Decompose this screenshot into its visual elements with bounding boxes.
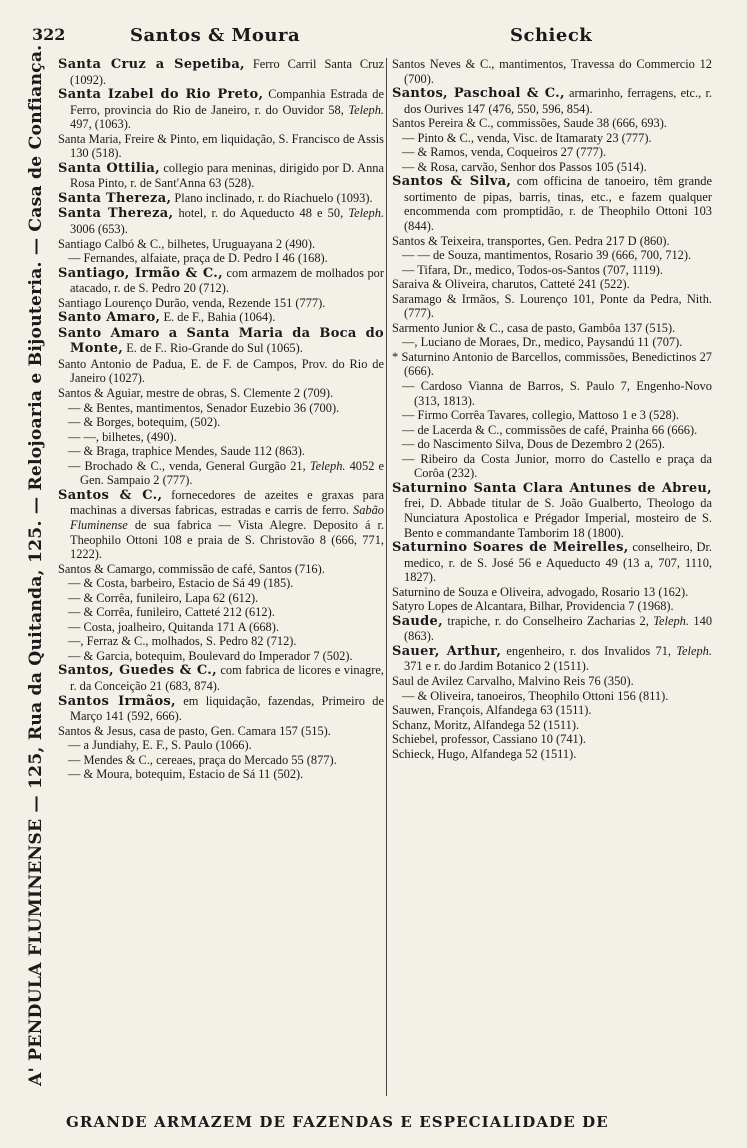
- entry-text: — Tifara, Dr., medico, Todos-os-Santos (707, 1119).: [402, 262, 663, 277]
- directory-entry: [392, 292, 712, 321]
- directory-entry: [392, 585, 712, 600]
- directory-entry: [392, 408, 712, 423]
- directory-entry: [58, 620, 384, 635]
- directory-entry: [58, 386, 384, 401]
- directory-entry: [392, 86, 712, 116]
- entry-text: —, Luciano de Moraes, Dr., medico, Paysandú 11 (707).: [402, 335, 683, 350]
- entry-name: Santos, Guedes & C.,: [58, 663, 217, 679]
- entry-telephone-label: Teleph.: [309, 458, 346, 473]
- directory-entry: [58, 296, 384, 311]
- entry-text: — Fernandes, alfaiate, praça de D. Pedro I 46 (168).: [68, 251, 328, 266]
- right-column: [392, 57, 712, 761]
- entry-text: Santos & Teixeira, transportes, Gen. Pedra 217 D (860).: [392, 233, 670, 248]
- entry-telephone-label: Teleph.: [348, 206, 384, 221]
- directory-entry: [392, 481, 712, 540]
- entry-name: Saturnino Soares de Meirelles,: [392, 540, 629, 556]
- directory-entry: [392, 614, 712, 644]
- entry-text: Saramago & Irmãos, S. Lourenço 101, Ponte da Pedra, Nith. (777).: [392, 291, 712, 321]
- entry-text: — — de Souza, mantimentos, Rosario 39 (666, 700, 712).: [402, 248, 692, 263]
- right-running-head: Schieck: [510, 25, 593, 46]
- side-advertisement: A' PENDULA FLUMINENSE — 125, Rua da Quitanda, 125. — Relojoaria e Bijouteria. — Casa de Confiança.: [26, 44, 46, 1086]
- directory-entry: [58, 132, 384, 161]
- entry-name: Santos & Silva,: [392, 174, 512, 190]
- left-running-head: Santos & Moura: [130, 25, 301, 46]
- directory-entry: [58, 459, 384, 488]
- entry-text: Santos Pereira & C., commissões, Saude 38 (666, 693).: [392, 116, 667, 131]
- directory-entry: [392, 379, 712, 408]
- directory-entry: [58, 444, 384, 459]
- entry-text: — & Corrêa, funileiro, Catteté 212 (612).: [68, 605, 275, 620]
- entry-text: — & Moura, botequim, Estacio de Sá 11 (502).: [68, 767, 304, 782]
- directory-entry: [58, 753, 384, 768]
- entry-text: armarinho, ferragens, etc., r. dos Ourives 147 (476, 550, 596, 854).: [404, 86, 712, 116]
- entry-text: E. de F., Bahia (1064).: [160, 310, 276, 325]
- directory-entry: [58, 694, 384, 724]
- page-header: [32, 22, 732, 48]
- entry-name: Saude,: [392, 613, 443, 629]
- directory-entry: [58, 87, 384, 132]
- directory-entry: [392, 277, 712, 292]
- entry-text: Santos & Jesus, casa de pasto, Gen. Camara 157 (515).: [58, 723, 331, 738]
- entry-text: conselheiro, Dr. medico, r. de S. José 56 e Aqueducto 49 (13 a, 707, 1110, 1827).: [404, 540, 712, 585]
- directory-entry: [392, 174, 712, 233]
- entry-name: Santo Amaro,: [58, 310, 161, 326]
- entry-text: com fabrica de licores e vinagre, r. da Conceição 21 (683, 874).: [70, 663, 384, 693]
- entry-text: Santiago Lourenço Durão, venda, Rezende 151 (777).: [58, 295, 326, 310]
- entry-text: Plano inclinado, r. do Riachuelo (1093).: [171, 190, 373, 205]
- directory-entry: [58, 738, 384, 753]
- entry-telephone-label: Teleph.: [676, 643, 712, 658]
- entry-text: trapiche, r. do Conselheiro Zacharias 2,: [442, 613, 654, 628]
- entry-text-continued: 140 (863).: [404, 613, 713, 644]
- directory-entry: [392, 437, 712, 452]
- entry-text: — Cardoso Vianna de Barros, S. Paulo 7, Engenho-Novo (313, 1813).: [402, 379, 712, 408]
- directory-entry: [392, 703, 712, 718]
- directory-entry: [58, 161, 384, 191]
- page-number: 322: [32, 25, 66, 44]
- entry-text: — —, bilhetes, (490).: [68, 429, 177, 444]
- entry-text: — Pinto & C., venda, Visc. de Itamaraty 23 (777).: [402, 130, 652, 145]
- directory-entry: [58, 767, 384, 782]
- entry-text: com officina de tanoeiro, têm grande sortimento de pipas, barris, tinas, etc., e fazem qualquer encommenda com promptidão, r. de Theophilo Ottoni 103 (844).: [404, 174, 712, 234]
- directory-entry: [58, 576, 384, 591]
- entry-text: Santo Antonio de Padua, E. de F. de Campos, Prov. do Rio de Janeiro (1027).: [58, 356, 384, 386]
- entry-text: — & Costa, barbeiro, Estacio de Sá 49 (185).: [68, 576, 294, 591]
- directory-entry: [58, 488, 384, 562]
- directory-entry: [58, 401, 384, 416]
- entry-text: — a Jundiahy, E. F., S. Paulo (1066).: [68, 738, 252, 753]
- directory-entry: [58, 591, 384, 606]
- entry-text: E. de F.. Rio-Grande do Sul (1065).: [123, 341, 303, 356]
- entry-text: * Saturnino Antonio de Barcellos, commissões, Benedictinos 27 (666).: [392, 349, 712, 379]
- directory-entry: [58, 415, 384, 430]
- entry-name: Santos, Paschoal & C.,: [392, 86, 565, 102]
- entry-text: Schanz, Moritz, Alfandega 52 (1511).: [392, 717, 580, 732]
- entry-text: Saul de Avilez Carvalho, Malvino Reis 76 (350).: [392, 673, 634, 688]
- entry-text: hotel, r. do Aqueducto 48 e 50,: [173, 206, 349, 221]
- entry-text: — & Bentes, mantimentos, Senador Euzebio 36 (700).: [68, 400, 340, 415]
- directory-entry: [392, 57, 712, 86]
- directory-entry: [58, 634, 384, 649]
- directory-entry: [392, 116, 712, 131]
- entry-text-continued: 4052 e Gen. Sampaio 2 (777).: [80, 458, 384, 488]
- directory-entry: [392, 718, 712, 733]
- entry-text: Schieck, Hugo, Alfandega 52 (1511).: [392, 746, 577, 761]
- column-divider: [386, 58, 387, 1096]
- directory-entry: [392, 644, 712, 674]
- entry-text: com armazem de molhados por atacado, r. de S. Pedro 20 (712).: [70, 265, 385, 296]
- directory-entry: [392, 674, 712, 689]
- entry-text: — & Ramos, venda, Coqueiros 27 (777).: [402, 145, 607, 160]
- directory-entry: [392, 689, 712, 704]
- entry-text: Sauwen, François, Alfandega 63 (1511).: [392, 703, 592, 718]
- entry-text: — & Braga, traphice Mendes, Saude 112 (863).: [68, 444, 305, 459]
- directory-entry: [392, 540, 712, 585]
- entry-name: Santa Ottilia,: [58, 160, 160, 176]
- entry-telephone-label: Teleph.: [348, 102, 384, 117]
- entry-text: Companhia Estrada de Ferro, provincia do Rio de Janeiro, r. do Ouvidor 58,: [70, 87, 384, 117]
- entry-text: engenheiro, r. dos Invalidos 71,: [501, 643, 677, 658]
- entry-text: — & Rosa, carvão, Senhor dos Passos 105 (514).: [402, 159, 647, 174]
- entry-text: — Brochado & C., venda, General Gurgão 21,: [68, 458, 310, 473]
- entry-name: Saturnino Santa Clara Antunes de Abreu,: [392, 480, 712, 496]
- directory-entry: [58, 326, 384, 357]
- entry-text: collegio para meninas, dirigido por D. Anna Rosa Pinto, r. de Sant'Anna 63 (528).: [70, 160, 384, 191]
- entry-text: Santos & Camargo, commissão de café, Santos (716).: [58, 561, 325, 576]
- directory-entry: [58, 57, 384, 87]
- directory-entry: [392, 263, 712, 278]
- directory-entry: [58, 191, 384, 207]
- entry-text: — & Borges, botequim, (502).: [68, 415, 221, 430]
- entry-text: — & Garcia, botequim, Boulevard do Imperador 7 (502).: [68, 648, 353, 663]
- directory-entry: [58, 251, 384, 266]
- directory-entry: [58, 357, 384, 386]
- entry-name: Santiago, Irmão & C.,: [58, 265, 223, 281]
- directory-entry: [392, 423, 712, 438]
- entry-text: Schiebel, professor, Cassiano 10 (741).: [392, 732, 586, 747]
- directory-entry: [392, 145, 712, 160]
- directory-entry: [392, 747, 712, 762]
- left-column: [58, 57, 384, 782]
- directory-entry: [58, 724, 384, 739]
- directory-entry: [58, 266, 384, 296]
- entry-text: frei, D. Abbade titular de S. João Gualberto, Theologo da Nunciatura Apostolica e Prégador Imperial, mosteiro de S. Bento e commandante Tamborim 18 (1800).: [404, 496, 712, 540]
- footer-advertisement: GRANDE ARMAZEM DE FAZENDAS E ESPECIALIDADE DE: [66, 1113, 609, 1131]
- directory-entry: [58, 206, 384, 236]
- entry-text: Ferro Carril Santa Cruz (1092).: [70, 57, 385, 87]
- entry-text: Sarmento Junior & C., casa de pasto, Gambôa 137 (515).: [392, 320, 676, 335]
- entry-italic-text: Sabão Fluminense: [70, 503, 384, 532]
- entry-text: — Firmo Corrêa Tavares, collegio, Mattoso 1 e 3 (528).: [402, 408, 679, 423]
- directory-entry: [392, 321, 712, 336]
- entry-name: Santa Izabel do Rio Preto,: [58, 87, 264, 103]
- entry-text-continued: 497, (1063).: [70, 117, 131, 132]
- entry-text-continued: 371 e r. do Jardim Botanico 2 (1511).: [404, 659, 590, 674]
- entry-text: — & Corrêa, funileiro, Lapa 62 (612).: [68, 590, 259, 605]
- directory-entry: [58, 605, 384, 620]
- entry-text: Santa Maria, Freire & Pinto, em liquidação, S. Francisco de Assis 130 (518).: [58, 131, 384, 161]
- directory-entry: [392, 131, 712, 146]
- directory-entry: [58, 562, 384, 577]
- entry-text-continued: 3006 (653).: [70, 222, 128, 237]
- directory-entry: [58, 430, 384, 445]
- entry-text: — Mendes & C., cereaes, praça do Mercado 55 (877).: [68, 752, 337, 767]
- entry-name: Santos & C.,: [58, 487, 163, 503]
- entry-text: Santos Neves & C., mantimentos, Travessa do Commercio 12 (700).: [392, 57, 712, 86]
- directory-entry: [392, 234, 712, 249]
- entry-text: Santiago Calbó & C., bilhetes, Uruguayana 2 (490).: [58, 236, 316, 251]
- directory-entry: [58, 237, 384, 252]
- directory-entry: [392, 248, 712, 263]
- entry-name: Santa Thereza,: [58, 206, 174, 222]
- directory-entry: [392, 160, 712, 175]
- entry-text: fornecedores de azeites e graxas para machinas a diversas fabricas, estradas e carris de ferro.: [70, 487, 384, 518]
- entry-telephone-label: Teleph.: [653, 613, 689, 628]
- directory-entry: [58, 310, 384, 326]
- entry-text: —, Ferraz & C., molhados, S. Pedro 82 (712).: [68, 634, 297, 649]
- entry-text: Saturnino de Souza e Oliveira, advogado, Rosario 13 (162).: [392, 584, 689, 599]
- entry-name: Santos Irmãos,: [58, 693, 176, 709]
- directory-entry: [392, 599, 712, 614]
- entry-name: Santa Cruz a Sepetiba,: [58, 57, 245, 72]
- directory-entry: [58, 663, 384, 693]
- entry-text: — & Oliveira, tanoeiros, Theophilo Ottoni 156 (811).: [402, 688, 669, 703]
- entry-text: — Costa, joalheiro, Quitanda 171 A (668).: [68, 619, 279, 634]
- entry-text: — do Nascimento Silva, Dous de Dezembro 2 (265).: [402, 437, 665, 452]
- entry-text-continued: de sua fabrica — Vista Alegre. Deposito á r. Theophilo Ottoni 108 e praia de S. Christovão 8 (666, 771, 1222).: [70, 517, 384, 562]
- directory-entry: [392, 335, 712, 350]
- entry-text: Saraiva & Oliveira, charutos, Catteté 241 (522).: [392, 277, 630, 292]
- entry-name: Santa Thereza,: [58, 190, 172, 206]
- entry-name: Santo Amaro a Santa Maria da Boca do Monte,: [58, 325, 384, 357]
- directory-entry: [392, 350, 712, 379]
- entry-text: Santos & Aguiar, mestre de obras, S. Clemente 2 (709).: [58, 386, 334, 401]
- directory-entry: [392, 452, 712, 481]
- entry-text: — Ribeiro da Costa Junior, morro do Castello e praça da Corôa (232).: [402, 451, 712, 481]
- directory-entry: [392, 732, 712, 747]
- entry-text: — de Lacerda & C., commissões de café, Prainha 66 (666).: [402, 422, 698, 437]
- entry-text: Satyro Lopes de Alcantara, Bilhar, Providencia 7 (1968).: [392, 599, 674, 614]
- entry-text: em liquidação, fazendas, Primeiro de Março 141 (592, 666).: [70, 693, 384, 724]
- directory-entry: [58, 649, 384, 664]
- entry-name: Sauer, Arthur,: [392, 643, 502, 659]
